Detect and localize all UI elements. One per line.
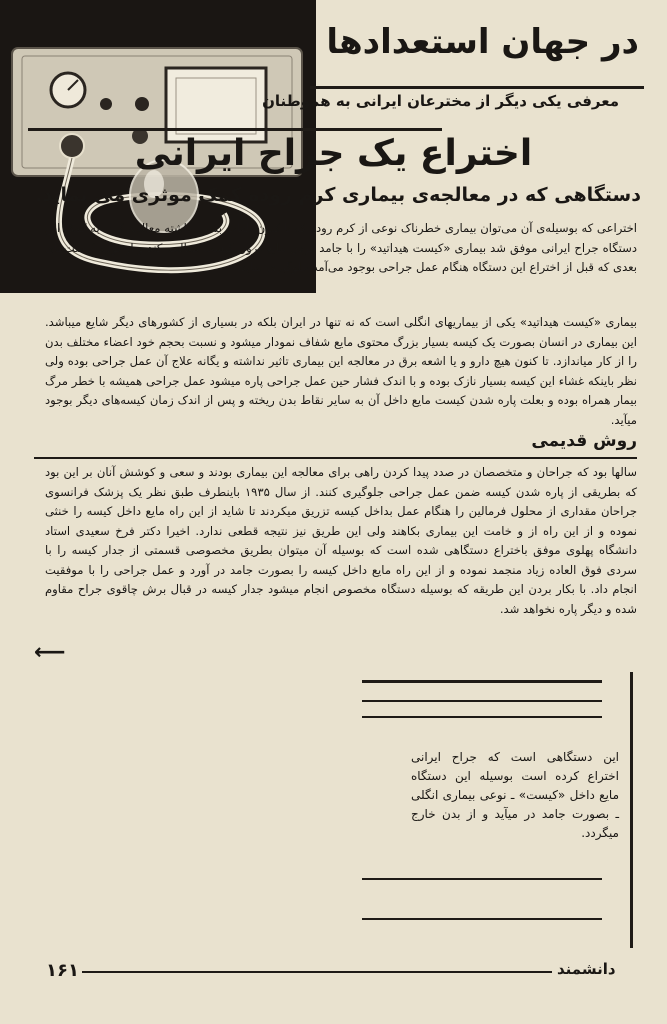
subsection-heading: روش قدیمی — [531, 431, 637, 451]
section-title: در جهان استعدادها — [326, 22, 639, 62]
page-number: ۱۶۱ — [46, 960, 79, 981]
article-paragraph-1: اختراعی که بوسیله‌ی آن می‌توان بیماری خطرناک نوعی از کرم روده که تا کنون تلفات بسیار داشته معالجه کرد. به کمک این دستگاه جراح ایرانی موفق شد بیماری «کیست هیداتید» را با جامد کردن مایع درون کیست معالجه کند و از تولید کیست‌های بعدی که قبل از اختراع این دستگاه هنگام عمل جراحی بوجود می‌آمد جلوگیری نماید. — [45, 221, 637, 274]
subsection-rule — [34, 457, 637, 459]
article-headline: اختراع یک جراح ایرانی — [134, 133, 533, 174]
arrow-left-icon: ⟵ — [34, 640, 66, 665]
section-title-rule — [310, 86, 644, 89]
footer-rule — [82, 971, 552, 973]
article-subheadline: دستگاهی که در معالجه‌ی بیماری کرم روده کمک موثری می نماید. — [35, 184, 641, 206]
section-intro: معرفی یکی دیگر از مخترعان ایرانی به هموطنان — [262, 92, 619, 110]
photo-caption: این دستگاهی است که جراح ایرانی اختراع کرده است بوسیله این دستگاه مایع داخل «کیست» ـ نوعی بیماری انگلی ـ بصورت جامد در میآید و از بدن خارج میگردد. — [411, 750, 619, 840]
caption-bottom-rule-2 — [362, 918, 602, 920]
article-paragraph-2: بیماری «کیست هیداتید» یکی از بیماریهای انگلی است که نه تنها در ایران بلکه در بسیاری از کشورهای دیگر شایع میباشد. این بیماری در انسان بصورت یک کیسه بسیار بزرگ محتوی مایع شفاف نمودار میشود و نسبت بحجم خود اعضاء مختلف بدن را از کار میاندازد. تا کنون هیچ دارو و یا اشعه برق در معالجه این بیماری تاثیر نداشته و یگانه علاج آن عمل جراحی بوده ولی نظر باینکه غشاء این کیسه بسیار نازک بوده و با اندک فشار حین عمل جراحی پاره میشود عمل جراحی همیشه با خطر مرگ بیمار همراه بوده و بعلت پاره شدن کیست مایع داخل آن به سایر نقاط بدن ریخته و پس از اندک زمان کیسه‌های دیگر بوجود میآید. — [45, 315, 637, 427]
caption-top-rule-2 — [362, 700, 602, 702]
intro-rule — [28, 128, 442, 131]
caption-side-rule — [630, 672, 633, 948]
caption-top-rule-3 — [362, 716, 602, 718]
caption-bottom-rule-1 — [362, 878, 602, 880]
magazine-name: دانشمند — [557, 960, 616, 978]
article-paragraph-3: سالها بود که جراحان و متخصصان در صدد پیدا کردن راهی برای معالجه این بیماری بودند و سعی و کوشش آنان بر این بود که بطریقی از پاره شدن کیسه ضمن عمل جراحی جلوگیری کنند. از سال ۱۹۳۵ باینطرف طبق نظر یک پزشک فرانسوی جراحان مقداری از محلول فرمالین را هنگام عمل بداخل کیسه تزریق میکردند تا شاید از این راه مایع داخل کیسه را خنثی نموده و از این راه از و خامت این بیماری بکاهند ولی این طریق نیز نتیجه قطعی ندارد. اخیرا دکتر فرخ سعیدی استاد دانشگاه پهلوی موفق باختراع دستگاهی شده است که بوسیله آن میتوان بطریق مخصوصی قسمتی از جدار کیسه را با سردی فوق العاده زیاد منجمد نموده و از این راه مایع داخل کیسه را بصورت جامد در آورد و عمل جراحی را با موفقیت انجام داد. با بکار بردن این طریقه که بوسیله دستگاه مخصوص انجام میشود جدار کیسه در قبال برش چاقوی جراح مقاوم شده و دیگر پاره نخواهد شد. — [45, 465, 638, 616]
caption-top-rule-1 — [362, 680, 602, 683]
